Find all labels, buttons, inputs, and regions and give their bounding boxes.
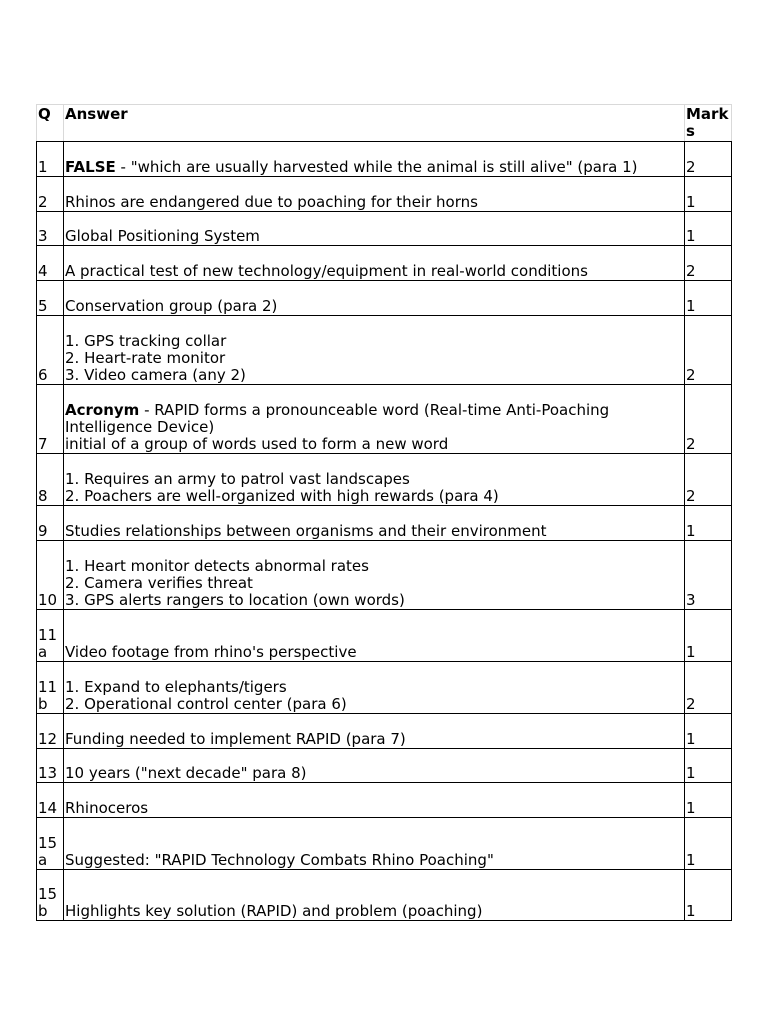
header-marks: Marks <box>685 105 732 142</box>
answer-cell <box>64 714 685 749</box>
marks-cell: 2 <box>685 662 732 714</box>
table-row <box>37 281 732 316</box>
marks-cell: 1 <box>685 177 732 212</box>
marks-cell: 1 <box>685 818 732 870</box>
marks-cell: 1 <box>685 506 732 541</box>
answer-line: Suggested: "RAPID Technology Combats Rhino Poaching" <box>65 851 494 869</box>
table-row <box>37 541 732 610</box>
answer-line: initial of a group of words used to form a new word <box>65 435 449 453</box>
answer-line: 1. Expand to elephants/tigers <box>65 678 287 696</box>
table-row <box>37 714 732 749</box>
answer-bold: FALSE <box>65 158 116 176</box>
question-number: 14 <box>37 783 64 818</box>
marks-cell: 2 <box>685 454 732 506</box>
answer-text: - RAPID forms a pronounceable word (Real-time Anti-Poaching Intelligence Device) <box>65 401 610 436</box>
marks-cell: 1 <box>685 610 732 662</box>
marks-cell: 1 <box>685 783 732 818</box>
marks-cell: 1 <box>685 714 732 749</box>
table-row <box>37 454 732 506</box>
answer-line: 2. Poachers are well-organized with high rewards (para 4) <box>65 487 499 505</box>
answer-cell <box>64 281 685 316</box>
answer-cell <box>64 316 685 385</box>
answer-line: 2. Operational control center (para 6) <box>65 695 347 713</box>
header-q: Q <box>37 105 64 142</box>
table-header-row <box>37 105 732 142</box>
answer-line: 1. GPS tracking collar <box>65 332 227 350</box>
question-number: 10 <box>37 541 64 610</box>
question-number: 12 <box>37 714 64 749</box>
answer-cell <box>64 385 685 454</box>
answer-cell <box>64 610 685 662</box>
table-row <box>37 870 732 921</box>
marks-cell: 2 <box>685 246 732 281</box>
answer-line: Rhinoceros <box>65 799 149 817</box>
answer-cell <box>64 870 685 921</box>
marks-cell: 3 <box>685 541 732 610</box>
answer-line: Highlights key solution (RAPID) and problem (poaching) <box>65 902 483 920</box>
marks-cell: 1 <box>685 212 732 246</box>
question-number: 4 <box>37 246 64 281</box>
answer-line: Video footage from rhino's perspective <box>65 643 357 661</box>
table-row <box>37 818 732 870</box>
table-row <box>37 610 732 662</box>
answer-line: Global Positioning System <box>65 227 260 245</box>
answer-line: Rhinos are endangered due to poaching for their horns <box>65 193 478 211</box>
question-number: 5 <box>37 281 64 316</box>
table-row <box>37 246 732 281</box>
question-number: 6 <box>37 316 64 385</box>
answer-cell <box>64 212 685 246</box>
table-row <box>37 662 732 714</box>
question-number: 11b <box>37 662 64 714</box>
answer-cell <box>64 662 685 714</box>
question-number: 2 <box>37 177 64 212</box>
marks-cell: 1 <box>685 749 732 783</box>
header-answer: Answer <box>64 105 685 142</box>
question-number: 11a <box>37 610 64 662</box>
table-row <box>37 749 732 783</box>
marks-cell: 1 <box>685 281 732 316</box>
answer-line: 2. Heart-rate monitor <box>65 349 226 367</box>
answer-key-table <box>36 104 732 921</box>
table-row <box>37 177 732 212</box>
table-row <box>37 142 732 177</box>
answer-line: 10 years ("next decade" para 8) <box>65 764 307 782</box>
table-row <box>37 783 732 818</box>
table-row <box>37 385 732 454</box>
question-number: 3 <box>37 212 64 246</box>
answer-cell <box>64 246 685 281</box>
question-number: 7 <box>37 385 64 454</box>
answer-line: 1. Heart monitor detects abnormal rates <box>65 557 369 575</box>
marks-cell: 1 <box>685 870 732 921</box>
question-number: 1 <box>37 142 64 177</box>
answer-line: Funding needed to implement RAPID (para 7) <box>65 730 406 748</box>
answer-line: 3. GPS alerts rangers to location (own words) <box>65 591 405 609</box>
question-number: 9 <box>37 506 64 541</box>
answer-line: 1. Requires an army to patrol vast landscapes <box>65 470 410 488</box>
answer-line: Studies relationships between organisms and their environment <box>65 522 547 540</box>
answer-line: 2. Camera verifies threat <box>65 574 253 592</box>
answer-cell <box>64 177 685 212</box>
answer-cell <box>64 818 685 870</box>
answer-cell <box>64 783 685 818</box>
answer-cell <box>64 541 685 610</box>
question-number: 15b <box>37 870 64 921</box>
answer-cell <box>64 454 685 506</box>
question-number: 13 <box>37 749 64 783</box>
marks-cell: 2 <box>685 385 732 454</box>
answer-text: - "which are usually harvested while the animal is still alive" (para 1) <box>115 158 638 176</box>
table-row <box>37 506 732 541</box>
answer-bold: Acronym <box>65 401 140 419</box>
table-row <box>37 316 732 385</box>
table-row <box>37 212 732 246</box>
answer-line: A practical test of new technology/equipment in real-world conditions <box>65 262 588 280</box>
answer-cell <box>64 142 685 177</box>
question-number: 15a <box>37 818 64 870</box>
answer-line: 3. Video camera (any 2) <box>65 366 246 384</box>
answer-cell <box>64 506 685 541</box>
question-number: 8 <box>37 454 64 506</box>
answer-line: Conservation group (para 2) <box>65 297 278 315</box>
answer-cell <box>64 749 685 783</box>
marks-cell: 2 <box>685 142 732 177</box>
marks-cell: 2 <box>685 316 732 385</box>
